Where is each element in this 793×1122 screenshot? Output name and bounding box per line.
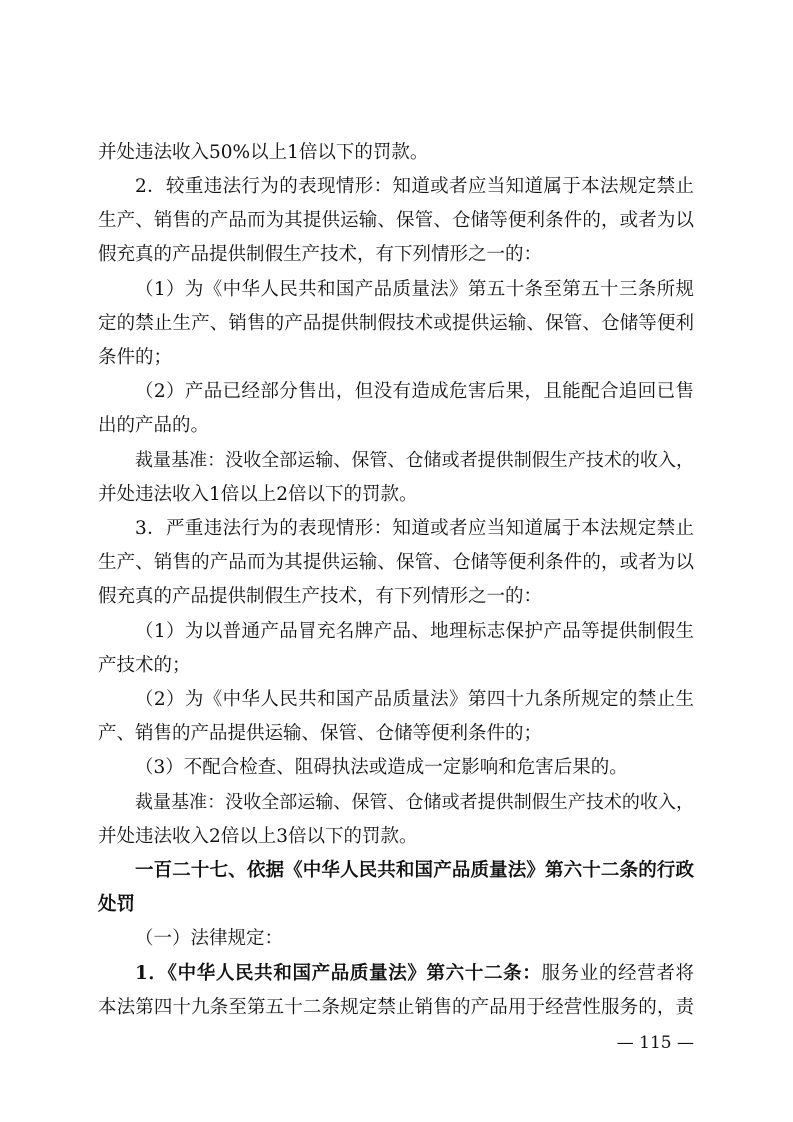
paragraph-line-16: 产技术的； bbox=[98, 655, 191, 676]
paragraph-line-12: 3．严重违法行为的表现情形：知道或者应当知道属于本法规定禁止 bbox=[135, 518, 694, 539]
paragraph-line-11: 并处违法收入1倍以上2倍以下的罚款。 bbox=[98, 484, 418, 505]
paragraph-line-5: （1）为《中华人民共和国产品质量法》第五十条至第五十三条所规 bbox=[135, 279, 694, 300]
page-number: — 115 — bbox=[616, 1033, 694, 1053]
law-article-text-start: 服务业的经营者将 bbox=[541, 963, 694, 984]
paragraph-line-6: 定的禁止生产、销售的产品提供制假技术或提供运输、保管、仓储等便利 bbox=[98, 313, 694, 334]
paragraph-line-18: 产、销售的产品提供运输、保管、仓储等便利条件的； bbox=[98, 723, 543, 744]
law-article-title: 1．《中华人民共和国产品质量法》第六十二条： bbox=[135, 963, 542, 984]
paragraph-line-21: 并处违法收入2倍以上3倍以下的罚款。 bbox=[98, 826, 418, 847]
paragraph-line-8: （2）产品已经部分售出，但没有造成危害后果，且能配合追回已售 bbox=[135, 381, 694, 402]
paragraph-line-2: 2．较重违法行为的表现情形：知道或者应当知道属于本法规定禁止 bbox=[135, 176, 694, 197]
paragraph-line-3: 生产、销售的产品而为其提供运输、保管、仓储等便利条件的，或者为以 bbox=[98, 210, 694, 231]
paragraph-line-14: 假充真的产品提供制假生产技术，有下列情形之一的： bbox=[98, 586, 543, 607]
paragraph-line-10: 裁量基准：没收全部运输、保管、仓储或者提供制假生产技术的收入， bbox=[135, 450, 694, 471]
paragraph-line-19: （3）不配合检查、阻碍执法或造成一定影响和危害后果的。 bbox=[135, 757, 628, 778]
paragraph-line-4: 假充真的产品提供制假生产技术，有下列情形之一的： bbox=[98, 244, 543, 265]
section-heading-line-1: 一百二十七、依据《中华人民共和国产品质量法》第六十二条的行政 bbox=[135, 860, 694, 881]
paragraph-line-9: 出的产品的。 bbox=[98, 415, 210, 436]
paragraph-line-15: （1）为以普通产品冒充名牌产品、地理标志保护产品等提供制假生 bbox=[135, 621, 694, 642]
law-article-line-2: 本法第四十九条至第五十二条规定禁止销售的产品用于经营性服务的，责 bbox=[98, 997, 694, 1018]
section-heading-line-2: 处罚 bbox=[98, 894, 136, 915]
paragraph-line-17: （2）为《中华人民共和国产品质量法》第四十九条所规定的禁止生 bbox=[135, 689, 694, 710]
paragraph-line-13: 生产、销售的产品而为其提供运输、保管、仓储等便利条件的，或者为以 bbox=[98, 552, 694, 573]
subsection-heading: （一）法律规定： bbox=[135, 928, 284, 949]
law-article-line-1 bbox=[135, 959, 694, 989]
paragraph-line-7: 条件的； bbox=[98, 347, 173, 368]
paragraph-line-20: 裁量基准：没收全部运输、保管、仓储或者提供制假生产技术的收入， bbox=[135, 792, 694, 813]
paragraph-line-1: 并处违法收入50%以上1倍以下的罚款。 bbox=[98, 142, 429, 163]
